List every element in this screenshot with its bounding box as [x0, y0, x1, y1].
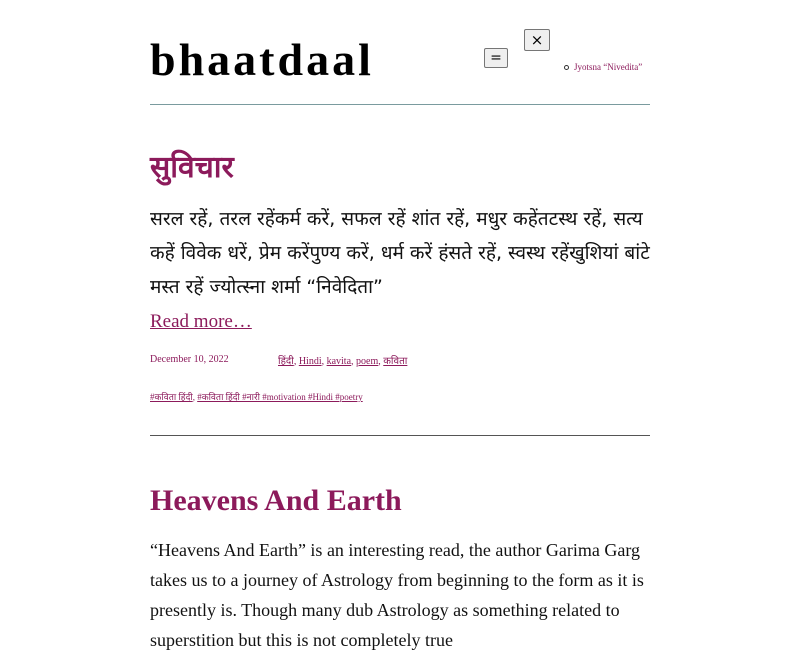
post-excerpt: सरल रहें, तरल रहेंकर्म करें, सफल रहें शांत रहें, मधुर कहेंतटस्थ रहें, सत्य कहें विवेक धरें, प्रेम करेंपुण्य करें, धर्म करें हंसते रहें, स्वस्थ रहेंखुशियां बांटे मस्त रहें ज्योत्स्ना शर्मा “निवेदिता” [150, 208, 650, 298]
nav-item [564, 62, 642, 72]
category-link[interactable]: Hindi [298, 356, 322, 367]
site-title[interactable]: bhaatdaal [150, 34, 374, 85]
category-link[interactable]: हिंदी [278, 356, 294, 367]
tag-link[interactable]: #कविता हिंदी [150, 392, 193, 402]
bullet-icon [564, 65, 569, 70]
post-date[interactable]: December 10, 2022 [150, 354, 229, 365]
menu-toggle-button[interactable]: = [484, 48, 508, 68]
header-separator [150, 104, 650, 105]
post-separator [150, 435, 650, 436]
tag-link[interactable]: #कविता हिंदी #नारी #motivation #Hindi #poetry [197, 392, 363, 402]
post-categories: हिंदी, Hindi, kavita, poem, कविता [278, 356, 408, 367]
close-menu-button[interactable]: × [524, 29, 550, 51]
post-excerpt: “Heavens And Earth” is an interesting read, the author Garima Garg takes us to a journey of Astrology from beginning to the form as it is presently is. Though many dub Astrology as something related to superstition but this is not completely true [150, 540, 644, 650]
category-link[interactable]: poem [356, 356, 379, 367]
post-title[interactable]: सुविचार [150, 150, 234, 185]
post-title[interactable]: Heavens And Earth [150, 484, 402, 517]
post-tags: #कविता हिंदी, #कविता हिंदी #नारी #motivation #Hindi #poetry [150, 392, 363, 402]
nav-menu [564, 62, 642, 72]
category-link[interactable]: kavita [326, 356, 352, 367]
read-more-link[interactable]: Read more… [150, 311, 252, 332]
category-link[interactable]: कविता [383, 356, 408, 367]
nav-link-jyotsna[interactable]: Jyotsna “Nivedita” [574, 62, 643, 72]
